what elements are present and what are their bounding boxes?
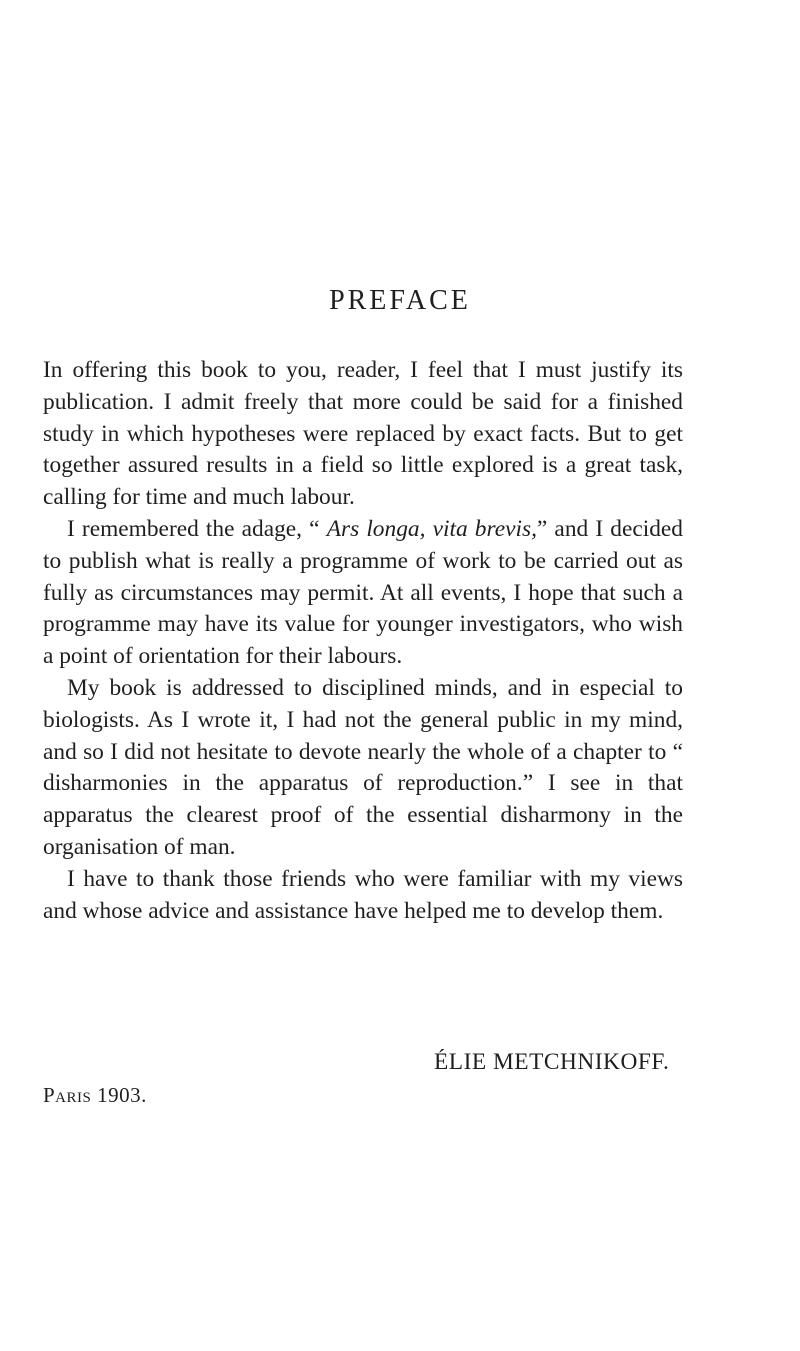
paragraph-4: I have to thank those friends who were familiar with my views and whose advice and assistance have helped me to develop them. — [43, 865, 683, 924]
paragraph-2-end: ” and I decided to publish what is really a programme of work to be carried out as fully as circumstances may permit. At all events, I hope that such a programme may have its value for younger investigators, who wish a point of orientation for their labours. — [43, 515, 683, 670]
place-date: Paris 1903. — [43, 1083, 147, 1107]
paragraph-1: In offering this book to you, reader, I feel that I must justify its publication. I admit freely that more could be said for a finished study in which hypotheses were replaced by exact facts. But to get together assured results in a field so little explored is a great task, calling for time and much labour. — [43, 357, 683, 511]
page-title: PREFACE — [329, 285, 471, 316]
paragraph-3: My book is addressed to disciplined minds, and in especial to biologists. As I wrote it, I had not the general public in my mind, and so I did not hesitate to devote nearly the whole of a chapter to “ disharmonies in the apparatus of reproduction.” I see in that apparatus the clearest proof of the essential disharmony in the organisation of man. — [43, 674, 683, 860]
latin-adage: Ars longa, vita brevis, — [326, 515, 537, 542]
paragraph-2-start: I remembered the adage, “ — [67, 515, 327, 542]
preface-body — [43, 355, 683, 927]
author-signature: ÉLIE METCHNIKOFF. — [434, 1049, 670, 1075]
paragraph-2 — [43, 514, 683, 673]
